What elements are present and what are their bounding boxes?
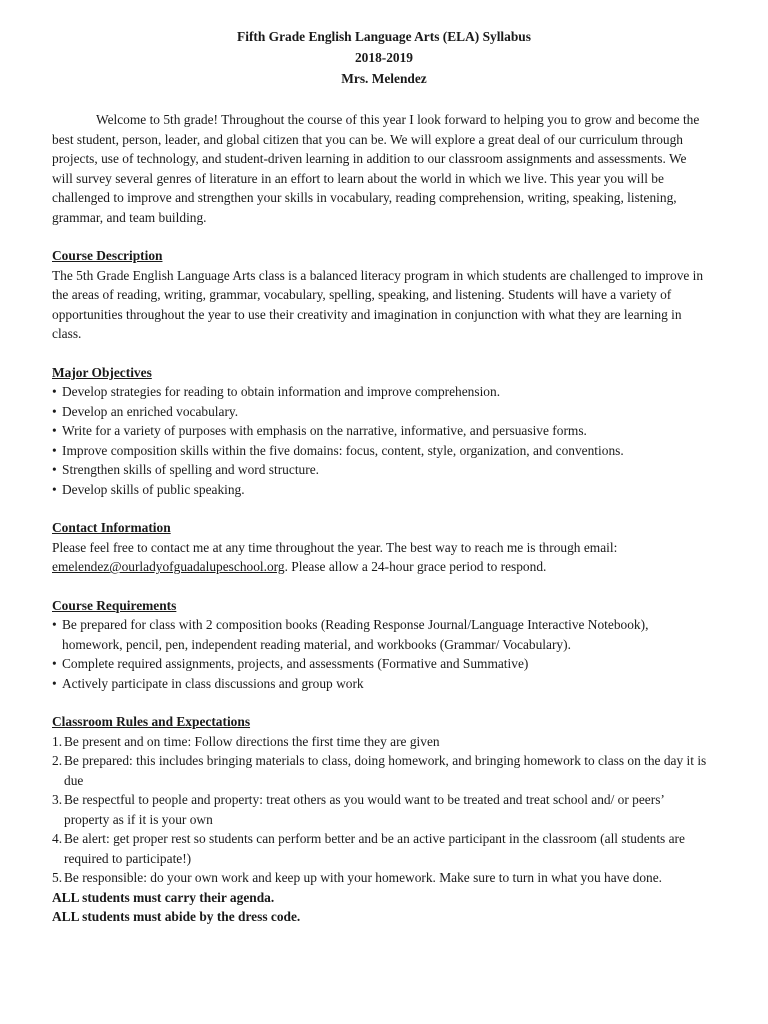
intro-text: Welcome to 5th grade! Throughout the course of this year I look forward to helping you to grow and become the best student, person, leader, and global citizen that you can be. We will explore a great deal of our curriculum through projects, use of technology, and student-driven learning in addition to our classroom assignments and assessments. We will survey several genres of literature in an effort to learn about the world in which we live. This year you will be challenged to improve and strengthen your skills in vocabulary, reading comprehension, writing, speaking, listening, grammar, and team building. xyxy=(52,112,700,225)
rules-heading: Classroom Rules and Expectations xyxy=(52,714,251,729)
major-objectives-list xyxy=(52,382,708,499)
list-item: • Develop an enriched vocabulary. xyxy=(52,402,708,422)
intro-paragraph xyxy=(52,110,708,227)
document-title: Fifth Grade English Language Arts (ELA) Syllabus xyxy=(237,29,531,44)
contact-heading: Contact Information xyxy=(52,520,171,535)
list-item: • Complete required assignments, projects, and assessments (Formative and Summative) xyxy=(52,654,708,674)
list-item: 1. Be present and on time: Follow directions the first time they are given xyxy=(52,733,440,749)
list-item: 3. Be respectful to people and property: treat others as you would want to be treated and treat school and/ or peers’ property as if it is your own xyxy=(52,792,664,827)
rules-list xyxy=(52,732,708,888)
list-item: 4. Be alert: get proper rest so students can perform better and be an active participant in the classroom (all students are required to participate!) xyxy=(52,831,685,866)
list-item: 2. Be prepared: this includes bringing materials to class, doing homework, and bringing homework to class on the day it is due xyxy=(52,753,707,788)
course-requirements-list xyxy=(52,615,708,693)
course-requirements-section xyxy=(52,596,708,694)
list-item: • Develop strategies for reading to obtain information and improve comprehension. xyxy=(52,382,708,402)
contact-text: Please feel free to contact me at any time throughout the year. The best way to reach me is through email: emelendez@ourladyofguadalupeschool.org. Please allow a 24-hour grace period to respond. xyxy=(52,539,618,574)
course-requirements-heading: Course Requirements xyxy=(52,597,177,613)
teacher-name: Mrs. Melendez xyxy=(341,71,427,86)
list-item: • Develop skills of public speaking. xyxy=(52,480,708,500)
contact-section xyxy=(52,518,708,577)
course-description-section xyxy=(52,246,708,344)
school-year: 2018-2019 xyxy=(354,50,414,65)
email-link[interactable]: emelendez@ourladyofguadalupeschool.org xyxy=(52,559,285,574)
major-objectives-heading: Major Objectives xyxy=(52,364,152,380)
list-item: • Be prepared for class with 2 composition books (Reading Response Journal/Language Interactive Notebook), homework, pencil, pen, independent reading material, and workbooks (Grammar/ Vocabulary). xyxy=(52,615,708,654)
course-description-text: The 5th Grade English Language Arts class is a balanced literacy program in which students are challenged to improve in the areas of reading, writing, grammar, vocabulary, spelling, speaking, and listening. Students will have a variety of opportunities throughout the year to use their creativity and imagination in conjunction with what they are learning in class. xyxy=(52,267,704,341)
agenda-rule: ALL students must carry their agenda. xyxy=(52,889,275,905)
list-item: • Actively participate in class discussions and group work xyxy=(52,674,708,694)
list-item: • Write for a variety of purposes with emphasis on the narrative, informative, and persuasive forms. xyxy=(52,421,708,441)
course-description-heading: Course Description xyxy=(52,248,163,263)
dress-code-rule: ALL students must abide by the dress code. xyxy=(52,909,301,924)
list-item: • Strengthen skills of spelling and word structure. xyxy=(52,460,708,480)
major-objectives-section xyxy=(52,363,708,500)
list-item: 5. Be responsible: do your own work and keep up with your homework. Make sure to turn in what you have done. xyxy=(52,870,662,885)
rules-section xyxy=(52,712,708,927)
document-header xyxy=(60,26,708,89)
list-item: • Improve composition skills within the five domains: focus, content, style, organization, and conventions. xyxy=(52,441,708,461)
